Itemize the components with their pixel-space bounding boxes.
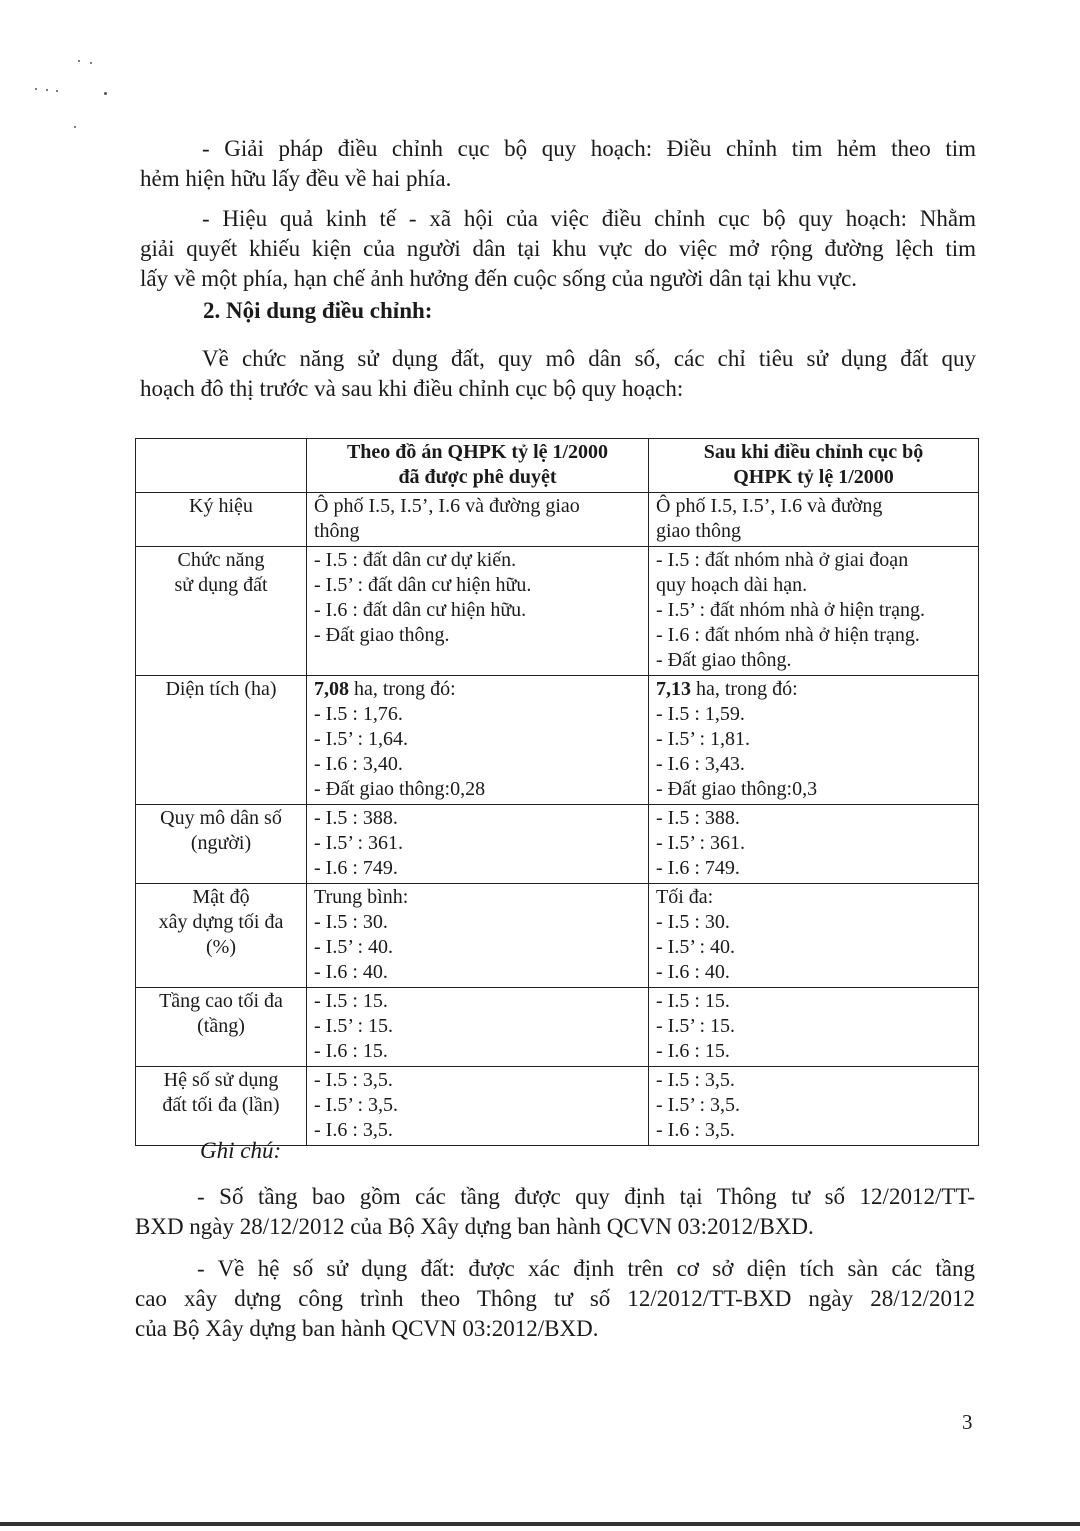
- scan-speck: [35, 88, 37, 90]
- cell-line: - I.6 : 3,5.: [314, 1119, 393, 1141]
- value-cell-before: [307, 1067, 649, 1146]
- cell-line: - I.6 : 15.: [314, 1040, 388, 1062]
- cell-line: - I.5’ : 3,5.: [314, 1094, 399, 1116]
- value-cell-before: [307, 493, 649, 547]
- cell-line: Tối đa:: [656, 886, 714, 908]
- cell-line: Quy mô dân số: [160, 807, 282, 829]
- value-cell-before: [307, 805, 649, 884]
- value-cell-after: [649, 884, 979, 988]
- cell-line: - I.6 : 749.: [656, 857, 740, 879]
- cell-line: [656, 677, 971, 702]
- cell-line: - I.6 : 3,5.: [656, 1119, 735, 1141]
- row-label-cell: [136, 805, 307, 884]
- header-before: [307, 439, 649, 493]
- cell-line: (tầng): [197, 1015, 245, 1037]
- table-row: [136, 988, 979, 1067]
- cell-line: - I.6 : 15.: [656, 1040, 730, 1062]
- cell-line: Ký hiệu: [189, 495, 253, 517]
- cell-line: (người): [190, 832, 252, 854]
- row-label-cell: [136, 988, 307, 1067]
- cell-line: - I.6 : 3,43.: [656, 753, 745, 775]
- total-area-value: 7,08: [314, 678, 349, 700]
- text-line: Về chức năng sử dụng đất, quy mô dân số, các chỉ tiêu sử dụng đất quy: [202, 346, 976, 371]
- cell-line: - I.5’ : 15.: [656, 1015, 736, 1037]
- value-cell-after: [649, 676, 979, 805]
- value-cell-before: [307, 884, 649, 988]
- cell-line: - I.5’ : 361.: [656, 832, 746, 854]
- cell-line: - I.5 : 1,59.: [656, 703, 745, 725]
- cell-line: xây dựng tối đa: [158, 911, 284, 933]
- row-label-cell: [136, 676, 307, 805]
- paragraph-section-intro: [140, 344, 976, 404]
- cell-line: - I.5’ : 361.: [314, 832, 404, 854]
- cell-line: - I.5’ : 40.: [656, 936, 736, 958]
- cell-line: - I.5’ : đất dân cư hiện hữu.: [314, 574, 532, 596]
- table-row: [136, 676, 979, 805]
- scan-speck: [46, 89, 48, 91]
- cell-line: (%): [206, 936, 236, 958]
- notes-title: Ghi chú:: [200, 1138, 282, 1163]
- cell-line: - I.5’ : 40.: [314, 936, 394, 958]
- cell-line: - I.5’ : 15.: [314, 1015, 394, 1037]
- value-cell-before: [307, 988, 649, 1067]
- text-line: hoạch đô thị trước và sau khi điều chỉnh cục bộ quy hoạch:: [140, 376, 684, 401]
- text-line: BXD ngày 28/12/2012 của Bộ Xây dựng ban hành QCVN 03:2012/BXD.: [135, 1214, 814, 1239]
- header-blank-cell: [136, 439, 307, 493]
- cell-line: - I.6 : đất dân cư hiện hữu.: [314, 599, 527, 621]
- scan-speck: [74, 126, 76, 128]
- cell-line: - I.5 : 15.: [656, 990, 730, 1012]
- cell-line: đất tối đa (lần): [162, 1094, 280, 1116]
- cell-line: - I.5 : 15.: [314, 990, 388, 1012]
- section-heading: 2. Nội dung điều chỉnh:: [203, 298, 433, 323]
- header-line: đã được phê duyệt: [398, 466, 557, 488]
- cell-line: Chức năng: [177, 549, 265, 571]
- scan-speck: [78, 60, 80, 62]
- cell-line: - I.5’ : 1,81.: [656, 728, 751, 750]
- cell-line: - I.5 : 388.: [656, 807, 740, 829]
- text-line: lấy về một phía, hạn chế ảnh hưởng đến cuộc sống của người dân tại khu vực.: [140, 266, 858, 291]
- row-label-cell: [136, 493, 307, 547]
- cell-line: Trung bình:: [314, 886, 409, 908]
- header-after: [649, 439, 979, 493]
- cell-line: - I.5 : 388.: [314, 807, 398, 829]
- cell-line: - I.5 : 30.: [314, 911, 388, 933]
- cell-line: Ô phố I.5, I.5’, I.6 và đường: [656, 495, 883, 517]
- table-body: [136, 493, 979, 1146]
- cell-line: - I.5 : 30.: [656, 911, 730, 933]
- cell-line: Hệ số sử dụng: [163, 1069, 279, 1091]
- text-line: giải quyết khiếu kiện của người dân tại khu vực do việc mở rộng đường lệch tim: [140, 236, 976, 261]
- table-header-row: [136, 439, 979, 493]
- value-cell-after: [649, 547, 979, 676]
- text-line: hẻm hiện hữu lấy đều về hai phía.: [140, 166, 452, 191]
- cell-line: - Đất giao thông.: [656, 649, 792, 671]
- cell-line: - I.6 : 40.: [656, 961, 730, 983]
- header-line: Sau khi điều chỉnh cục bộ: [703, 441, 924, 463]
- value-cell-after: [649, 493, 979, 547]
- table-row: [136, 884, 979, 988]
- cell-line: giao thông: [656, 520, 741, 542]
- scan-speck: [104, 92, 107, 95]
- cell-line: Ô phố I.5, I.5’, I.6 và đường giao: [314, 495, 580, 517]
- text-line: - Giải pháp điều chỉnh cục bộ quy hoạch: Điều chỉnh tim hẻm theo tim: [202, 136, 976, 161]
- comparison-table: [135, 438, 979, 1146]
- cell-line: - I.5 : đất nhóm nhà ở giai đoạn: [656, 549, 909, 571]
- cell-line: - Đất giao thông:0,28: [314, 778, 486, 800]
- cell-line: - Đất giao thông:0,3: [656, 778, 818, 800]
- header-line: QHPK tỷ lệ 1/2000: [733, 466, 894, 488]
- cell-line: - I.5 : đất dân cư dự kiến.: [314, 549, 517, 571]
- cell-line: sử dụng đất: [174, 574, 268, 596]
- value-cell-after: [649, 988, 979, 1067]
- row-label-cell: [136, 884, 307, 988]
- cell-line: - I.5’ : 3,5.: [656, 1094, 741, 1116]
- cell-line: - I.5’ : 1,64.: [314, 728, 409, 750]
- text-line: - Về hệ số sử dụng đất: được xác định trên cơ sở diện tích sàn các tầng: [197, 1256, 975, 1281]
- table-row: [136, 547, 979, 676]
- cell-line: - I.5 : 3,5.: [656, 1069, 735, 1091]
- header-line: Theo đồ án QHPK tỷ lệ 1/2000: [346, 441, 609, 463]
- value-cell-before: [307, 676, 649, 805]
- value-cell-before: [307, 547, 649, 676]
- cell-line: [314, 677, 641, 702]
- scan-speck: [90, 62, 92, 64]
- footer-rule: [0, 1522, 1080, 1526]
- cell-line: - I.5 : 1,76.: [314, 703, 403, 725]
- page-number: 3: [962, 1410, 973, 1434]
- table-row: [136, 805, 979, 884]
- text-line: cao xây dựng công trình theo Thông tư số 12/2012/TT-BXD ngày 28/12/2012: [135, 1286, 975, 1311]
- cell-line: - Đất giao thông.: [314, 624, 450, 646]
- cell-line: - I.6 : đất nhóm nhà ở hiện trạng.: [656, 624, 920, 646]
- cell-line: Tầng cao tối đa: [159, 990, 283, 1012]
- value-cell-after: [649, 1067, 979, 1146]
- cell-line: thông: [314, 520, 360, 542]
- table-row: [136, 1067, 979, 1146]
- table-row: [136, 493, 979, 547]
- paragraph-solution: [140, 134, 976, 194]
- cell-line: Diện tích (ha): [165, 678, 277, 700]
- cell-line: - I.6 : 3,40.: [314, 753, 403, 775]
- cell-line: - I.5 : 3,5.: [314, 1069, 393, 1091]
- text-line: - Hiệu quả kinh tế - xã hội của việc điều chỉnh cục bộ quy hoạch: Nhằm: [202, 206, 976, 231]
- cell-line: - I.5’ : đất nhóm nhà ở hiện trạng.: [656, 599, 926, 621]
- cell-line: - I.6 : 749.: [314, 857, 398, 879]
- row-label-cell: [136, 547, 307, 676]
- total-area-value: 7,13: [656, 678, 691, 700]
- scan-speck: [56, 90, 58, 92]
- paragraph-effectiveness: [140, 204, 976, 294]
- note-land-use-ratio: [135, 1254, 975, 1344]
- total-area-suffix: ha, trong đó:: [691, 678, 798, 700]
- row-label-cell: [136, 1067, 307, 1146]
- cell-line: quy hoạch dài hạn.: [656, 574, 808, 596]
- note-floors: [135, 1182, 975, 1242]
- text-line: của Bộ Xây dựng ban hành QCVN 03:2012/BXD.: [135, 1316, 599, 1341]
- total-area-suffix: ha, trong đó:: [349, 678, 456, 700]
- value-cell-after: [649, 805, 979, 884]
- text-line: - Số tầng bao gồm các tầng được quy định tại Thông tư số 12/2012/TT-: [197, 1184, 975, 1209]
- cell-line: Mật độ: [192, 886, 250, 908]
- cell-line: - I.6 : 40.: [314, 961, 388, 983]
